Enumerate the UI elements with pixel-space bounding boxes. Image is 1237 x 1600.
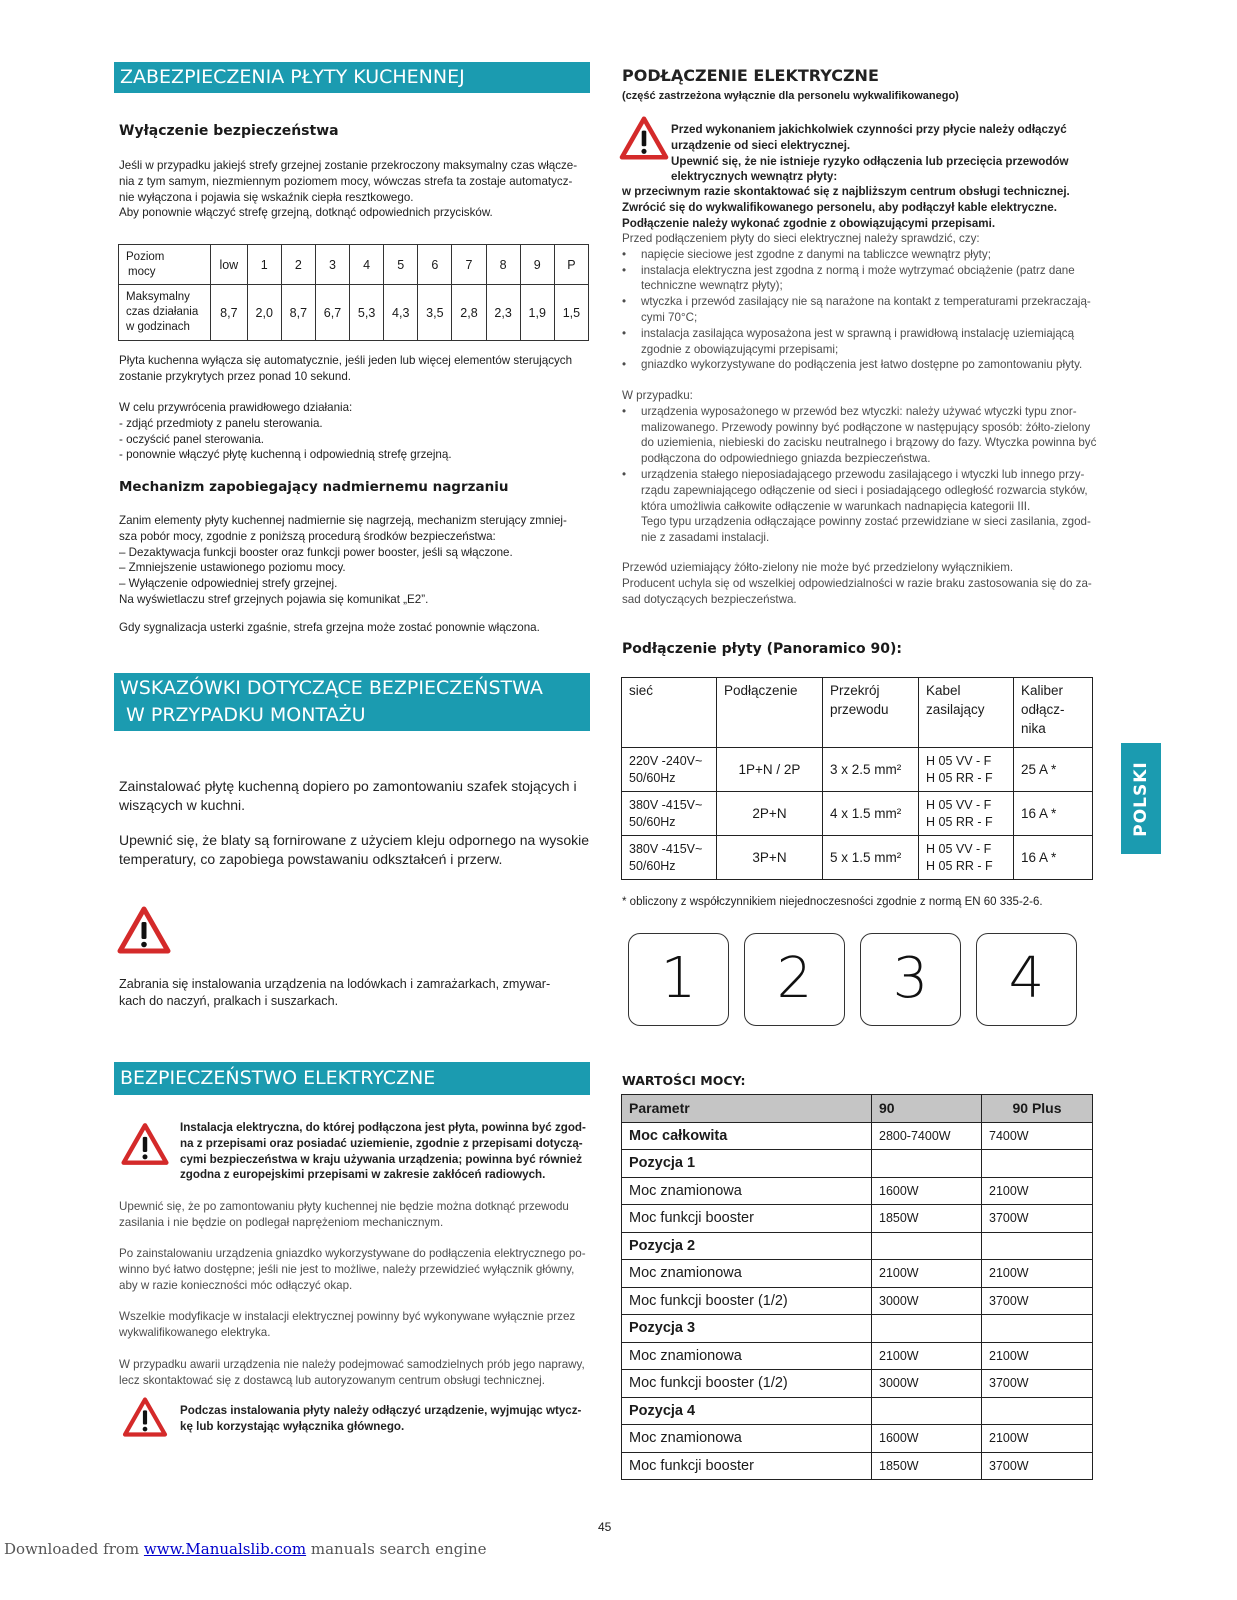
section-title-electrical-safety: BEZPIECZEŃSTWO ELEKTRYCZNE: [114, 1062, 590, 1095]
download-footer: Downloaded from www.Manualslib.com manuals search engine: [4, 1540, 487, 1558]
cell-breaker: 16 A *: [1014, 836, 1093, 880]
warning-triangle-icon: [619, 116, 669, 160]
value-cell: [982, 1232, 1093, 1260]
table-row: [622, 1122, 1093, 1150]
wiring-diagram-4: 4: [976, 933, 1077, 1026]
value-cell: [982, 1315, 1093, 1343]
cell-breaker: 16 A *: [1014, 792, 1093, 836]
time-cell: 8,7: [211, 285, 248, 341]
level-cell: 5: [384, 245, 418, 285]
value-cell: [982, 1150, 1093, 1178]
paragraph-cable-access: Upewnić się, że po zamontowaniu płyty kuchennej nie będzie można dotknąć przewodu zasilania i nie będzie on podlegał naprężeniom mechanicznym.: [119, 1200, 569, 1229]
warning-triangle-icon: [117, 906, 171, 954]
header-cell: Parametr: [622, 1095, 872, 1123]
manualslib-link[interactable]: www.Manualslib.com: [143, 1540, 307, 1558]
level-cell: 7: [452, 245, 486, 285]
value-cell: 2100W: [982, 1342, 1093, 1370]
cell-connection: 1P+N / 2P: [717, 748, 823, 792]
section-title-electrical-connection: PODŁĄCZENIE ELEKTRYCZNE: [622, 66, 879, 85]
header-cell: 90: [872, 1095, 982, 1123]
value-cell: [872, 1315, 982, 1343]
paragraph-safety-shutdown: Jeśli w przypadku jakiejś strefy grzejnej zostanie przekroczony maksymalny czas włącze- nia z tym samym, niezmiennym poziomem mocy, wówczas strefa ta zostaje automatycz- nie wyłączona i pojawia się wskaźnik ciepła resztkowego. Aby ponownie włączyć strefę grzejną, dotknąć odpowiednich przycisków.: [119, 159, 578, 220]
list-item: • instalacja zasilająca wyposażona jest w sprawną i prawidłową instalację uziemiającą zgodnie z obowiązującymi przepisami;: [622, 326, 1097, 358]
table-row: [622, 1370, 1093, 1398]
value-cell: 3700W: [982, 1370, 1093, 1398]
row-label-power-level: Poziom mocy: [119, 245, 211, 285]
cell-cable: H 05 VV - F H 05 RR - F: [919, 836, 1014, 880]
value-cell: 2100W: [982, 1260, 1093, 1288]
section-cell: Pozycja 4: [622, 1397, 872, 1425]
level-cell: P: [554, 245, 588, 285]
header-cell: Podłączenie: [717, 678, 823, 748]
time-cell: 8,7: [281, 285, 315, 341]
subheading-overheat: Mechanizm zapobiegający nadmiernemu nagrzaniu: [119, 479, 509, 495]
power-values-title: WARTOŚCI MOCY:: [622, 1073, 746, 1088]
cases-list: W przypadku: • urządzenia wyposażonego w przewód bez wtyczki: należy używać wtyczki typu znor- malizowanego. Przewody powinny być podłączone w następujący sposób: żółto-zielony do uziemienia, niebieski do zacisku neutralnego i brązowy do fazy. Wtyczka powinna być podłączona do odpowiedniego gniazda bezpieczeństwa. • urządzenia stałego nieposiadającego przewodu zasilającego i wtyczki lub innego przy- rządu zapewniającego odłączenie od sieci i posiadającego odległość rozwarcia styków, która umożliwia całkowite odłączenie w warunkach nadnapięcia kategorii III. Tego typu urządzenia odłączające powinny zostać przewidziane w sieci zasilania, zgod- nie z zasadami instalacji.: [622, 388, 1097, 546]
warning-triangle-icon: [121, 1121, 169, 1167]
wiring-diagram-2: 2: [744, 933, 845, 1026]
time-cell: 2,3: [486, 285, 520, 341]
list-item: • napięcie sieciowe jest zgodne z danymi na tabliczce wewnątrz płyty;: [622, 247, 1097, 263]
cell-cable: H 05 VV - F H 05 RR - F: [919, 748, 1014, 792]
table-row: [622, 792, 1093, 836]
header-cell: 90 Plus: [982, 1095, 1093, 1123]
paragraph-forbidden-install: Zabrania się instalowania urządzenia na lodówkach i zamrażarkach, zmywar- kach do naczyń, pralkach i suszarkach.: [119, 977, 551, 1008]
value-cell: [982, 1397, 1093, 1425]
section-cell: Pozycja 1: [622, 1150, 872, 1178]
table-row: [622, 1150, 1093, 1178]
header-cell: Kabel zasilający: [919, 678, 1014, 748]
subheading-connection-table: Podłączenie płyty (Panoramico 90):: [622, 641, 902, 657]
cell-cable: H 05 VV - F H 05 RR - F: [919, 792, 1014, 836]
param-cell: Moc znamionowa: [622, 1177, 872, 1205]
wiring-diagram-1: 1: [628, 933, 729, 1026]
section-title-installation-safety: WSKAZÓWKI DOTYCZĄCE BEZPIECZEŃSTWA W PRZYPADKU MONTAŻU: [114, 673, 590, 731]
language-tab: POLSKI: [1121, 743, 1161, 854]
table-row: [119, 285, 589, 341]
time-cell: 6,7: [315, 285, 349, 341]
power-level-table: [118, 244, 589, 341]
param-cell: Moc znamionowa: [622, 1342, 872, 1370]
paragraph-modifications: Wszelkie modyfikacje w instalacji elektrycznej powinny być wykonywane wyłącznie przez wykwalifikowanego elektryka.: [119, 1310, 576, 1339]
list-item: • urządzenia wyposażonego w przewód bez wtyczki: należy używać wtyczki typu znor- malizowanego. Przewody powinny być podłączone w następujący sposób: żółto-zielony do uziemienia, niebieski do zacisku neutralnego i brązowy do fazy. Wtyczka powinna być podłączona do odpowiedniego gniazda bezpieczeństwa.: [622, 404, 1097, 467]
paragraph-overheat: Zanim elementy płyty kuchennej nadmiernie się nagrzeją, mechanizm sterujący zmniej- sza pobór mocy, zgodnie z poniższą procedurą środków bezpieczeństwa: – Dezaktywacja funkcji booster oraz funkcji power booster, jeśli są włączone. – Zmniejszenie ustawionego poziomu mocy. – Wyłączenie odpowiedniej strefy grzejnej. Na wyświetlaczu stref grzejnych pojawia się komunikat „E2”.: [119, 514, 567, 606]
level-cell: low: [211, 245, 248, 285]
wiring-diagram-3: 3: [860, 933, 961, 1026]
list-item: • instalacja elektryczna jest zgodna z normą i może wytrzymać obciążenie (patrz dane techniczne wewnątrz płyty);: [622, 263, 1097, 295]
section-cell: Pozycja 3: [622, 1315, 872, 1343]
page-number: 45: [598, 1520, 612, 1534]
paragraph-ground-wire: Przewód uziemiający żółto-zielony nie może być przedzielony wyłącznikiem. Producent uchyla się od wszelkiej odpowiedzialności w razie braku zastosowania się do za- sad dotyczących bezpieczeństwa.: [622, 561, 1092, 606]
paragraph-socket-access: Po zainstalowaniu urządzenia gniazdko wykorzystywane do podłączenia elektrycznego po- winno być łatwo dostępne; jeśli nie jest to możliwe, należy przewidzieć wyłącznik główny, aby w razie konieczności móc odłączyć okap.: [119, 1247, 586, 1292]
table-row: [622, 1452, 1093, 1480]
level-cell: 6: [418, 245, 452, 285]
section-subtitle-qualified: (część zastrzeżona wyłącznie dla personelu wykwalifikowanego): [622, 90, 959, 102]
table-row: [119, 245, 589, 285]
paragraph-faults: W przypadku awarii urządzenia nie należy podejmować samodzielnych prób jego naprawy, lecz skontaktować się z dostawcą lub autoryzowanym centrum obsługi technicznej.: [119, 1358, 585, 1387]
time-cell: 2,8: [452, 285, 486, 341]
cell-connection: 2P+N: [717, 792, 823, 836]
value-cell: 2100W: [982, 1177, 1093, 1205]
time-cell: 4,3: [384, 285, 418, 341]
section-title-hob-protection: ZABEZPIECZENIA PŁYTY KUCHENNEJ: [114, 62, 590, 93]
table-row: [622, 1315, 1093, 1343]
warning-text-disconnect: Podczas instalowania płyty należy odłączyć urządzenie, wyjmując wtycz- kę lub korzystając wyłącznika głównego.: [180, 1404, 582, 1433]
param-cell: Moc funkcji booster (1/2): [622, 1287, 872, 1315]
table-row: [622, 1260, 1093, 1288]
value-cell: 1850W: [872, 1205, 982, 1233]
cell-network: 380V -415V~ 50/60Hz: [622, 836, 717, 880]
subheading-safety-shutdown: Wyłączenie bezpieczeństwa: [119, 123, 339, 139]
table-row: [622, 1397, 1093, 1425]
value-cell: 2800-7400W: [872, 1122, 982, 1150]
cell-cross-section: 3 x 2.5 mm²: [823, 748, 919, 792]
paragraph-worktop: Upewnić się, że blaty są fornirowane z użyciem kleju odpornego na wysokie temperatury, co zapobiega powstawaniu odkształceń i przerw.: [119, 832, 590, 867]
time-cell: 2,0: [247, 285, 281, 341]
paragraph-install-cabinets: Zainstalować płytę kuchenną dopiero po zamontowaniu szafek stojących i wiszących w kuchni.: [119, 778, 577, 813]
table-header-row: [622, 678, 1093, 748]
table-row: [622, 1205, 1093, 1233]
value-cell: 2100W: [982, 1425, 1093, 1453]
time-cell: 3,5: [418, 285, 452, 341]
value-cell: 1600W: [872, 1425, 982, 1453]
row-label-max-time: Maksymalny czas działania w godzinach: [119, 285, 211, 341]
param-cell: Moc całkowita: [622, 1122, 872, 1150]
time-cell: 1,5: [554, 285, 588, 341]
table-row: [622, 1342, 1093, 1370]
instructions-contact-service: w przeciwnym razie skontaktować się z najbliższym centrum obsługi technicznej. Zwrócić się do wykwalifikowanego personelu, aby podłączył kable elektryczne. Podłączenie należy wykonać zgodnie z obowiązującymi przepisami.: [622, 185, 1070, 230]
paragraph-restore: W celu przywrócenia prawidłowego działania: - zdjąć przedmioty z panelu sterowania. - oczyścić panel sterowania. - ponownie włączyć płytę kuchenną i odpowiednią strefę grzejną.: [119, 401, 452, 462]
cell-network: 220V -240V~ 50/60Hz: [622, 748, 717, 792]
value-cell: 3700W: [982, 1452, 1093, 1480]
list-item: • urządzenia stałego nieposiadającego przewodu zasilającego i wtyczki lub innego przy- rządu zapewniającego odłączenie od sieci i posiadającego odległość rozwarcia styków, która umożliwia całkowite odłączenie w warunkach nadnapięcia kategorii III. Tego typu urządzenia odłączające powinny zostać przewidziane w sieci zasilania, zgod- nie z zasadami instalacji.: [622, 467, 1097, 546]
warning-triangle-icon: [121, 1397, 169, 1437]
value-cell: 1600W: [872, 1177, 982, 1205]
param-cell: Moc znamionowa: [622, 1260, 872, 1288]
cell-cross-section: 4 x 1.5 mm²: [823, 792, 919, 836]
header-cell: Przekrój przewodu: [823, 678, 919, 748]
level-cell: 4: [350, 245, 384, 285]
level-cell: 1: [247, 245, 281, 285]
param-cell: Moc funkcji booster: [622, 1205, 872, 1233]
value-cell: 3000W: [872, 1287, 982, 1315]
level-cell: 9: [520, 245, 554, 285]
value-cell: [872, 1232, 982, 1260]
cell-cross-section: 5 x 1.5 mm²: [823, 836, 919, 880]
value-cell: [872, 1397, 982, 1425]
table-row: [622, 836, 1093, 880]
time-cell: 1,9: [520, 285, 554, 341]
value-cell: 3700W: [982, 1205, 1093, 1233]
value-cell: 3000W: [872, 1370, 982, 1398]
header-cell: Kaliber odłącz- nika: [1014, 678, 1093, 748]
param-cell: Moc znamionowa: [622, 1425, 872, 1453]
warning-text-disconnect-power: Przed wykonaniem jakichkolwiek czynności przy płycie należy odłączyć urządzenie od sieci elektrycznej. Upewnić się, że nie istnieje ryzyko odłączenia lub przecięcia przewodów elektrycznych wewnątrz płyty:: [671, 123, 1069, 184]
table-row: [622, 1287, 1093, 1315]
level-cell: 3: [315, 245, 349, 285]
table-row: [622, 1425, 1093, 1453]
value-cell: 1850W: [872, 1452, 982, 1480]
table-row: [622, 1232, 1093, 1260]
param-cell: Moc funkcji booster (1/2): [622, 1370, 872, 1398]
list-item: • wtyczka i przewód zasilający nie są narażone na kontakt z temperaturami przekraczają- cymi 70°C;: [622, 294, 1097, 326]
level-cell: 8: [486, 245, 520, 285]
param-cell: Moc funkcji booster: [622, 1452, 872, 1480]
table-header-row: [622, 1095, 1093, 1123]
table-row: [622, 1177, 1093, 1205]
value-cell: 2100W: [872, 1342, 982, 1370]
checklist-before-connection: Przed podłączeniem płyty do sieci elektrycznej należy sprawdzić, czy: • napięcie sieciowe jest zgodne z danymi na tabliczce wewnątrz płyty; • instalacja elektryczna jest zgodna z normą i może wytrzymać obciążenie (patrz dane techniczne wewnątrz płyty); • wtyczka i przewód zasilający nie są narażone na kontakt z temperaturami przekraczają- cymi 70°C; • instalacja zasilająca wyposażona jest w sprawną i prawidłową instalację uziemiającą zgodnie z obowiązującymi przepisami; • gniazdko wykorzystywane do podłączenia jest łatwo dostępne po zamontowaniu płyty.: [622, 231, 1097, 373]
value-cell: [872, 1150, 982, 1178]
footnote-simultaneity: * obliczony z współczynnikiem niejednoczesności zgodnie z normą EN 60 335-2-6.: [622, 896, 1043, 908]
connection-table: [621, 677, 1093, 880]
cell-connection: 3P+N: [717, 836, 823, 880]
list-item: • gniazdko wykorzystywane do podłączenia jest łatwo dostępne po zamontowaniu płyty.: [622, 357, 1097, 373]
time-cell: 5,3: [350, 285, 384, 341]
power-values-table: [621, 1094, 1093, 1480]
header-cell: sieć: [622, 678, 717, 748]
cell-breaker: 25 A *: [1014, 748, 1093, 792]
value-cell: 3700W: [982, 1287, 1093, 1315]
cell-network: 380V -415V~ 50/60Hz: [622, 792, 717, 836]
value-cell: 7400W: [982, 1122, 1093, 1150]
level-cell: 2: [281, 245, 315, 285]
warning-text-electrical: Instalacja elektryczna, do której podłączona jest płyta, powinna być zgod- na z przepisami oraz posiadać uziemienie, zgodnie z przepisami dotyczą- cymi bezpieczeństwa w kraju używania urządzenia; powinna być również zgodna z europejskimi przepisami w zakresie zakłóceń radiowych.: [180, 1121, 586, 1182]
paragraph-fault-cleared: Gdy sygnalizacja usterki zgaśnie, strefa grzejna może zostać ponownie włączona.: [119, 621, 540, 634]
table-row: [622, 748, 1093, 792]
paragraph-auto-off: Płyta kuchenna wyłącza się automatycznie, jeśli jeden lub więcej elementów sterujących zostanie przykrytych przez ponad 10 sekund.: [119, 354, 573, 383]
value-cell: 2100W: [872, 1260, 982, 1288]
section-cell: Pozycja 2: [622, 1232, 872, 1260]
